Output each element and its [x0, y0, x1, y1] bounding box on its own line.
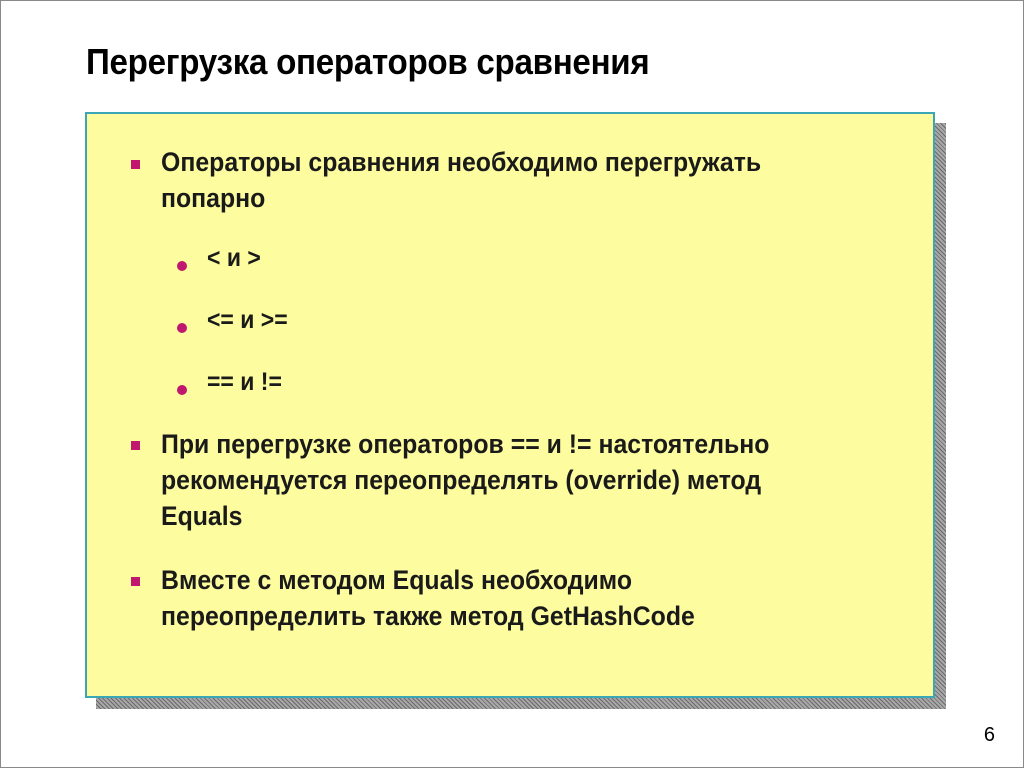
slide-title: Перегрузка операторов сравнения — [86, 41, 650, 82]
sub-item-2: <= и >= — [207, 306, 288, 334]
square-bullet-icon — [131, 577, 140, 586]
round-bullet-icon — [177, 385, 187, 395]
bullet-3-line-2: переопределить также метод GetHashCode — [161, 601, 695, 631]
page-number: 6 — [983, 724, 995, 746]
bullet-1-line-2: попарно — [161, 183, 266, 213]
bullet-2-line-1: При перегрузке операторов == и != настоятельно — [161, 429, 770, 459]
bullet-item-3 — [161, 562, 695, 634]
sub-item-3: == и != — [207, 368, 282, 396]
square-bullet-icon — [131, 160, 140, 169]
bullet-item-2 — [161, 426, 769, 534]
round-bullet-icon — [177, 261, 187, 271]
square-bullet-icon — [131, 441, 140, 450]
bullet-2-line-2: рекомендуется переопределять (override) метод — [161, 465, 762, 495]
bullet-3-line-1: Вместе с методом Equals необходимо — [161, 565, 633, 595]
bullet-1-line-1: Операторы сравнения необходимо перегружать — [161, 147, 762, 177]
bullet-item-1 — [161, 144, 761, 216]
sub-item-1: < и > — [207, 244, 261, 272]
bullet-2-line-3: Equals — [161, 501, 243, 531]
round-bullet-icon — [177, 323, 187, 333]
content-panel — [85, 112, 935, 698]
